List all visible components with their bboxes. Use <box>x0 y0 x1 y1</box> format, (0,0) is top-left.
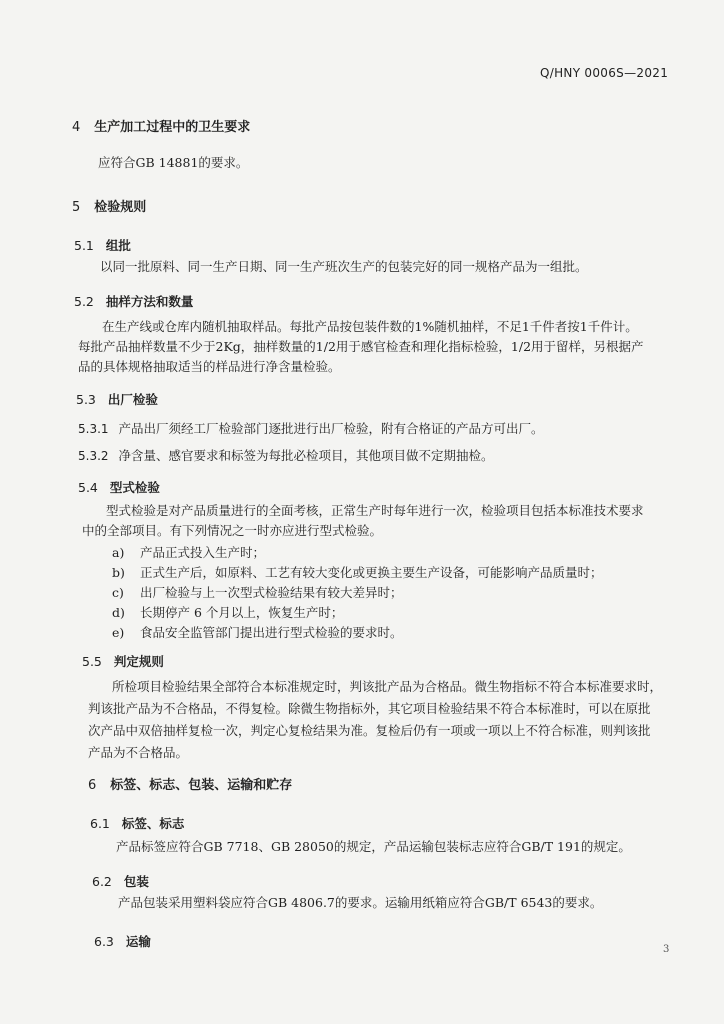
list-item-d <box>112 602 343 624</box>
section-5-5-line-4: 产品为不合格品。 <box>88 745 189 760</box>
list-marker: d) <box>112 605 125 620</box>
section-5-2-heading <box>74 292 193 310</box>
list-marker: a) <box>112 545 125 560</box>
section-number: 5.4 <box>78 480 98 495</box>
section-6-3-heading <box>94 932 151 950</box>
section-number: 5.5 <box>82 654 102 669</box>
section-4-text: 应符合GB 14881的要求。 <box>98 155 249 170</box>
section-5-1-heading <box>74 236 131 254</box>
section-6-2-heading <box>92 872 149 890</box>
section-number: 6.2 <box>92 874 112 889</box>
section-5-3-2 <box>78 445 494 467</box>
section-6-1-text: 产品标签应符合GB 7718、GB 28050的规定，产品运输包装标志应符合GB/T 191的规定。 <box>116 839 631 854</box>
section-number: 5.2 <box>74 294 94 309</box>
section-5-4-line-1: 型式检验是对产品质量进行的全面考核，正常生产时每年进行一次，检验项目包括本标准技术要求 <box>106 503 644 518</box>
section-5-4-line-2: 中的全部项目。有下列情况之一时亦应进行型式检验。 <box>82 523 383 538</box>
list-item-text: 正式生产后，如原料、工艺有较大变化或更换主要生产设备，可能影响产品质量时； <box>140 565 603 580</box>
section-5-2-line-2: 每批产品抽样数量不少于2Kg，抽样数量的1/2用于感官检查和理化指标检验，1/2用于留样，另根据产 <box>78 339 644 354</box>
section-5-4-heading <box>78 478 160 496</box>
section-5-5-line-3: 次产品中双倍抽样复检一次，判定心复检结果为准。复检后仍有一项或一项以上不符合标准，则判该批 <box>88 723 651 738</box>
section-title: 抽样方法和数量 <box>105 294 194 309</box>
section-title: 型式检验 <box>109 480 160 495</box>
section-6-1-heading <box>90 814 184 832</box>
list-item-b <box>112 562 603 584</box>
section-5-3-1 <box>78 418 544 440</box>
section-6-heading <box>88 774 292 793</box>
section-title: 出厂检验 <box>107 392 158 407</box>
section-number: 4 <box>72 120 81 135</box>
section-number: 6.1 <box>90 816 110 831</box>
clause-number: 5.3.2 <box>78 449 109 463</box>
list-item-text: 出厂检验与上一次型式检验结果有较大差异时； <box>140 585 403 600</box>
list-item-c <box>112 582 403 604</box>
page-number: 3 <box>663 944 670 955</box>
section-title: 标签、标志 <box>121 816 185 831</box>
section-4-heading <box>72 116 250 135</box>
section-5-2-line-3: 品的具体规格抽取适当的样品进行净含量检验。 <box>78 359 341 374</box>
section-title: 包装 <box>123 874 149 889</box>
section-title: 运输 <box>125 934 151 949</box>
list-item-text: 长期停产 6 个月以上，恢复生产时； <box>140 605 344 620</box>
list-item-text: 食品安全监管部门提出进行型式检验的要求时。 <box>140 625 403 640</box>
section-5-1-text: 以同一批原料、同一生产日期、同一生产班次生产的包装完好的同一规格产品为一组批。 <box>100 259 588 274</box>
section-5-5-line-2: 判该批产品为不合格品，不得复检。除微生物指标外，其它项目检验结果不符合本标准时，可以在原批 <box>88 701 651 716</box>
section-number: 5.3 <box>76 392 96 407</box>
document-code: Q/HNY 0006S—2021 <box>540 66 669 80</box>
section-title: 组批 <box>105 238 131 253</box>
section-title: 生产加工过程中的卫生要求 <box>94 120 251 135</box>
section-5-5-heading <box>82 652 164 670</box>
section-5-2-line-1: 在生产线或仓库内随机抽取样品。每批产品按包装件数的1%随机抽样，不足1千件者按1千件计。 <box>102 319 638 334</box>
section-5-5-line-1: 所检项目检验结果全部符合本标准规定时，判该批产品为合格品。微生物指标不符合本标准要求时， <box>112 679 663 694</box>
list-item-a <box>112 542 265 564</box>
section-number: 6.3 <box>94 934 114 949</box>
list-marker: c) <box>112 585 124 600</box>
list-marker: e) <box>112 625 125 640</box>
section-number: 5 <box>72 200 81 215</box>
section-6-2-text: 产品包装采用塑料袋应符合GB 4806.7的要求。运输用纸箱应符合GB/T 6543的要求。 <box>118 895 603 910</box>
section-5-heading <box>72 196 146 215</box>
section-5-3-heading <box>76 390 158 408</box>
clause-text: 净含量、感官要求和标签为每批必检项目，其他项目做不定期抽检。 <box>118 448 494 463</box>
section-title: 检验规则 <box>94 200 147 215</box>
section-title: 标签、标志、包装、运输和贮存 <box>110 778 293 793</box>
list-item-e <box>112 622 403 644</box>
clause-number: 5.3.1 <box>78 422 109 436</box>
list-marker: b) <box>112 565 125 580</box>
clause-text: 产品出厂须经工厂检验部门逐批进行出厂检验，附有合格证的产品方可出厂。 <box>118 421 544 436</box>
section-number: 6 <box>88 778 97 793</box>
list-item-text: 产品正式投入生产时； <box>140 545 266 560</box>
section-title: 判定规则 <box>113 654 164 669</box>
section-number: 5.1 <box>74 238 94 253</box>
